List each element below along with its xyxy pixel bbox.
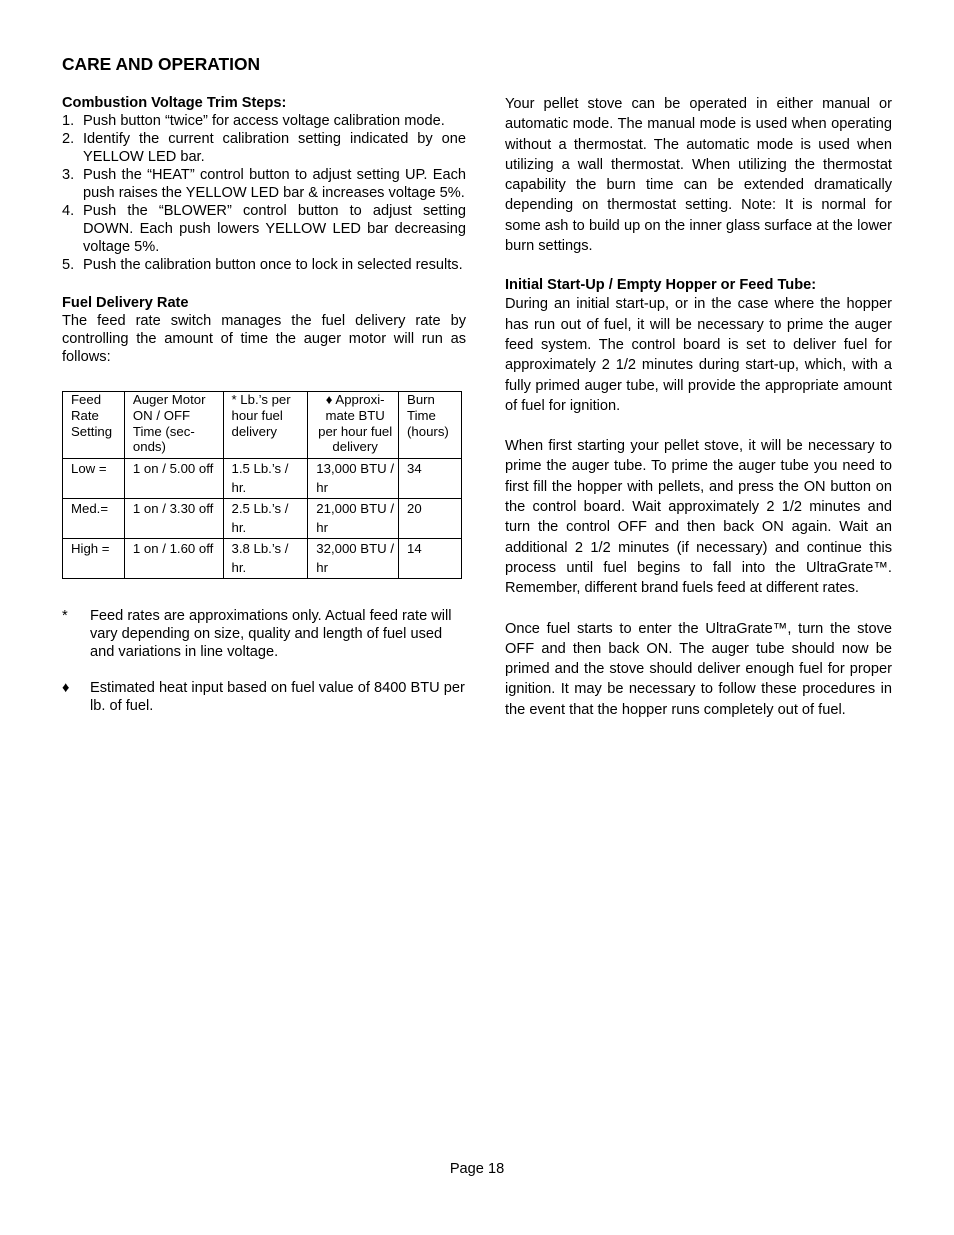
startup-heading: Initial Start-Up / Empty Hopper or Feed Tube: (505, 277, 817, 294)
table-header-cell: ♦ Approximate BTU per hour fuel delivery (308, 392, 399, 459)
table-header-row (63, 392, 462, 459)
table-row (63, 539, 462, 579)
table-cell: 14 (399, 539, 462, 579)
table-cell: 20 (399, 499, 462, 539)
trim-steps-list (62, 112, 466, 274)
table-cell: 1 on / 3.30 off (124, 499, 223, 539)
trim-step (62, 166, 466, 202)
footnote (62, 679, 466, 715)
table-cell: 21,000 BTU / hr (308, 499, 399, 539)
diamond-marker: ♦ (62, 680, 70, 697)
table-cell: 32,000 BTU / hr (308, 539, 399, 579)
step-text: Push the “HEAT” control button to adjust setting UP. Each push raises the YELLOW LED bar & increases voltage 5%. (83, 167, 466, 201)
page-title: CARE AND OPERATION (62, 54, 261, 74)
priming-paragraph: When first starting your pellet stove, it will be necessary to prime the auger tube. To prime the auger tube you need to first fill the hopper with pellets, and press the ON button on the control board. Wait approximately 2 1/2 minutes and turn the control OFF and then back ON again. Wait an additional 2 1/2 minutes (if necessary) and continue this process until fuel begins to fall into the UltraGrate™. Remember, different brand fuels feed at different rates. (505, 438, 892, 597)
asterisk-marker: * (62, 608, 68, 625)
trim-step (62, 256, 466, 274)
footnote (62, 607, 466, 661)
table-row (63, 459, 462, 499)
step-text: Push the calibration button once to lock in selected results. (83, 257, 463, 273)
table-row (63, 499, 462, 539)
table-cell: 1 on / 1.60 off (124, 539, 223, 579)
step-text: Push the “BLOWER” control button to adjust setting DOWN. Each push lowers YELLOW LED bar decreasing voltage 5%. (83, 203, 466, 255)
table-footnotes (62, 607, 466, 715)
table-cell: Low = (63, 459, 125, 499)
left-column (62, 94, 466, 715)
footnote-text: Estimated heat input based on fuel value of 8400 BTU per lb. of fuel. (90, 680, 465, 715)
trim-step (62, 130, 466, 166)
table-cell: 3.8 Lb.’s / hr. (223, 539, 308, 579)
table-cell: 1 on / 5.00 off (124, 459, 223, 499)
table-cell: 34 (399, 459, 462, 499)
fuel-delivery-intro: The feed rate switch manages the fuel delivery rate by controlling the amount of time the auger motor will run as follows: (62, 313, 466, 365)
step-text: Push button “twice” for access voltage calibration mode. (83, 113, 445, 129)
table-header-cell: Auger Motor ON / OFF Time (seconds) (124, 392, 223, 459)
fuel-delivery-heading: Fuel Delivery Rate (62, 295, 189, 311)
table-cell: Med.= (63, 499, 125, 539)
right-column (505, 94, 892, 720)
table-cell: High = (63, 539, 125, 579)
footnote-text: Feed rates are approximations only. Actual feed rate will vary depending on size, quality and length of fuel used and variations in line voltage. (90, 608, 452, 661)
trim-step (62, 112, 466, 130)
step-text: Identify the current calibration setting indicated by one YELLOW LED bar. (83, 131, 466, 165)
table-cell: 2.5 Lb.’s / hr. (223, 499, 308, 539)
trim-step (62, 202, 466, 256)
startup-paragraph: During an initial start-up, or in the case where the hopper has run out of fuel, it will be necessary to prime the auger feed system. The control board is set to deliver fuel for approximately 2 1/2 minutes during start-up, which, with a fully primed auger tube, will provide the appropriate amount of fuel for ignition. (505, 296, 892, 414)
operation-mode-paragraph: Your pellet stove can be operated in either manual or automatic mode. The manual mode is used when operating without a thermostat. The automatic mode is used when utilizing a wall thermostat. When utilizing the thermostat capability the burn time can be extended dramatically depending on thermostat setting. Note: It is normal for some ash to build up on the inner glass surface at the lower burn settings. (505, 96, 892, 255)
trim-steps-heading: Combustion Voltage Trim Steps: (62, 95, 287, 111)
step-number: 2. (62, 131, 75, 147)
table-cell: 13,000 BTU / hr (308, 459, 399, 499)
feed-rate-table (62, 391, 462, 579)
step-number: 5. (62, 257, 75, 273)
table-header-cell: * Lb.’s per hour fuel delivery (223, 392, 308, 459)
step-number: 1. (62, 113, 75, 129)
step-number: 3. (62, 167, 75, 183)
page-number: Page 18 (449, 1161, 505, 1177)
primed-paragraph: Once fuel starts to enter the UltraGrate™, turn the stove OFF and then back ON. The auger tube should now be primed and the stove should deliver enough fuel for proper ignition. It may be necessary to follow these procedures in the event that the hopper runs completely out of fuel. (505, 620, 892, 718)
table-cell: 1.5 Lb.’s / hr. (223, 459, 308, 499)
step-number: 4. (62, 203, 75, 219)
table-header-cell: Feed Rate Setting (63, 392, 125, 459)
table-header-cell: Burn Time (hours) (399, 392, 462, 459)
